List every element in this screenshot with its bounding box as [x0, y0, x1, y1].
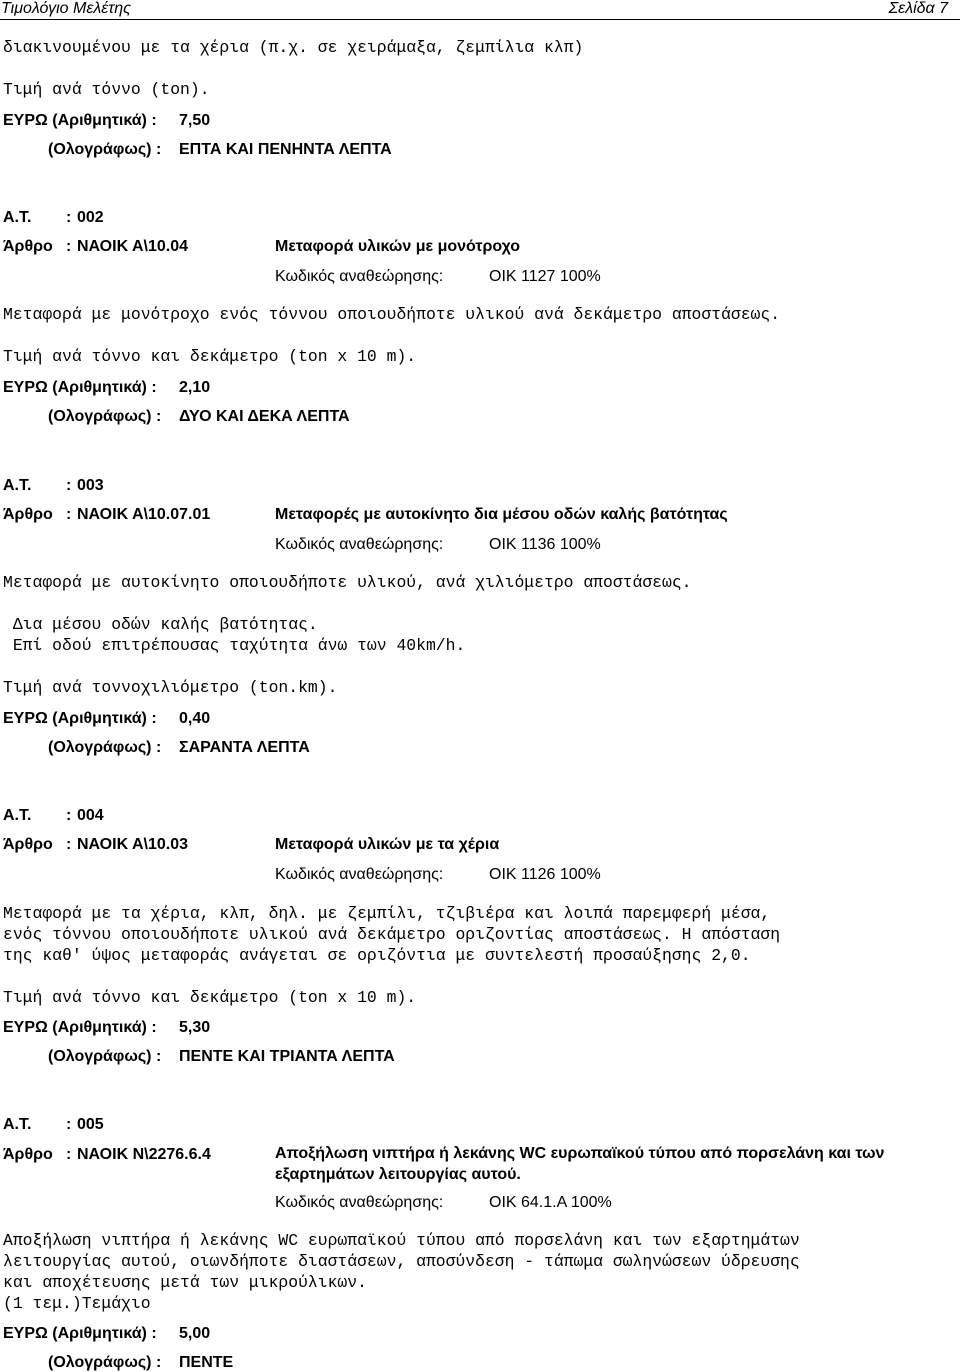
at-value: 003 [77, 477, 104, 494]
intro-description: διακινουμένου με τα χέρια (π.χ. σε χειράμαξα, ζεμπίλια κλπ) [3, 38, 584, 57]
eyro-label: ΕΥΡΩ (Αριθμητικά) : [3, 379, 157, 396]
eyro-value: 2,10 [179, 379, 211, 396]
arthro-code: ΝΑΟΙΚ Α\10.07.01 [77, 506, 211, 523]
item-unit: Τιμή ανά τόννο και δεκάμετρο (ton x 10 m). [3, 347, 417, 366]
item-description-line: Μεταφορά με τα χέρια, κλπ, δηλ. με ζεμπίλι, τζιβιέρα και λοιπά παρεμφερή μέσα, [3, 904, 771, 923]
item-description-line: ενός τόννου οποιουδήποτε υλικού ανά δεκάμετρο οριζοντίας αποστάσεως. Η απόσταση [3, 925, 781, 944]
item-title: Μεταφορές με αυτοκίνητο δια μέσου οδών καλής βατότητας [275, 506, 728, 523]
page-header [0, 0, 960, 18]
arthro-colon: : [66, 506, 72, 523]
item-unit: (1 τεμ.)Τεμάχιο [3, 1294, 151, 1313]
at-value: 005 [77, 1116, 104, 1133]
at-colon: : [66, 209, 72, 226]
intro-eyro-label: ΕΥΡΩ (Αριθμητικά) : [3, 112, 157, 129]
arthro-label: Άρθρο [3, 238, 53, 255]
revision-code: ΟΙΚ 1126 100% [489, 866, 601, 883]
revision-code: ΟΙΚ 64.1.Α 100% [489, 1194, 612, 1211]
eyro-label: ΕΥΡΩ (Αριθμητικά) : [3, 710, 157, 727]
item-description-line: Αποξήλωση νιπτήρα ή λεκάνης WC ευρωπαϊκού τύπου από πορσελάνη και των εξαρτημάτων [3, 1231, 800, 1250]
at-label: Α.Τ. [3, 1116, 32, 1133]
item-unit: Τιμή ανά τοννοχιλιόμετρο (ton.km). [3, 678, 338, 697]
intro-olo-label: (Ολογράφως) : [48, 141, 162, 158]
olo-value: ΔΥΟ ΚΑΙ ΔΕΚΑ ΛΕΠΤΑ [179, 408, 350, 425]
item-description-line: Μεταφορά με αυτοκίνητο οποιουδήποτε υλικού, ανά χιλιόμετρο αποστάσεως. [3, 573, 692, 592]
item-title: Αποξήλωση νιπτήρα ή λεκάνης WC ευρωπαϊκού τύπου από πορσελάνη και των εξαρτημάτων λειτουργίας αυτού. [275, 1145, 885, 1183]
eyro-value: 0,40 [179, 710, 211, 727]
eyro-value: 5,30 [179, 1019, 211, 1036]
item-title: Μεταφορά υλικών με μονότροχο [275, 238, 521, 255]
revision-code: ΟΙΚ 1136 100% [489, 536, 601, 553]
at-colon: : [66, 807, 72, 824]
at-value: 002 [77, 209, 104, 226]
revision-code: ΟΙΚ 1127 100% [489, 268, 601, 285]
item-description-line: λειτουργίας αυτού, οιωνδήποτε διαστάσεων, αποσύνδεση - τάπωμα σωληνώσεων ύδρευσης [3, 1252, 800, 1271]
header-rule [0, 19, 960, 20]
eyro-label: ΕΥΡΩ (Αριθμητικά) : [3, 1325, 157, 1342]
page-number: Σελίδα 7 [888, 0, 948, 17]
item-unit: Τιμή ανά τόννο και δεκάμετρο (ton x 10 m). [3, 988, 417, 1007]
eyro-value: 5,00 [179, 1325, 211, 1342]
arthro-code: ΝΑΟΙΚ Α\10.04 [77, 238, 189, 255]
revision-label: Κωδικός αναθεώρησης: [275, 1194, 444, 1211]
revision-label: Κωδικός αναθεώρησης: [275, 866, 444, 883]
arthro-label: Άρθρο [3, 506, 53, 523]
olo-value: ΠΕΝΤΕ ΚΑΙ ΤΡΙΑΝΤΑ ΛΕΠΤΑ [179, 1048, 395, 1065]
item-description-line: Επί οδού επιτρέπουσας ταχύτητα άνω των 40km/h. [3, 636, 466, 655]
intro-unit: Τιμή ανά τόννο (ton). [3, 80, 210, 99]
arthro-label: Άρθρο [3, 1146, 53, 1163]
intro-olo-value: ΕΠΤΑ ΚΑΙ ΠΕΝΗΝΤΑ ΛΕΠΤΑ [179, 141, 392, 158]
revision-label: Κωδικός αναθεώρησης: [275, 536, 444, 553]
arthro-code: ΝΑΟΙΚ Ν\2276.6.4 [77, 1146, 211, 1163]
olo-label: (Ολογράφως) : [48, 739, 162, 756]
arthro-label: Άρθρο [3, 836, 53, 853]
eyro-label: ΕΥΡΩ (Αριθμητικά) : [3, 1019, 157, 1036]
olo-label: (Ολογράφως) : [48, 408, 162, 425]
at-colon: : [66, 1116, 72, 1133]
arthro-colon: : [66, 238, 72, 255]
intro-eyro-value: 7,50 [179, 112, 211, 129]
arthro-code: ΝΑΟΙΚ Α\10.03 [77, 836, 189, 853]
item-description-line: Μεταφορά με μονότροχο ενός τόννου οποιουδήποτε υλικού ανά δεκάμετρο αποστάσεως. [3, 305, 781, 324]
at-label: Α.Τ. [3, 807, 32, 824]
at-label: Α.Τ. [3, 477, 32, 494]
at-colon: : [66, 477, 72, 494]
olo-label: (Ολογράφως) : [48, 1354, 162, 1371]
at-value: 004 [77, 807, 104, 824]
olo-label: (Ολογράφως) : [48, 1048, 162, 1065]
olo-value: ΣΑΡΑΝΤΑ ΛΕΠΤΑ [179, 739, 310, 756]
arthro-colon: : [66, 1146, 72, 1163]
at-label: Α.Τ. [3, 209, 32, 226]
document-title: Τιμολόγιο Μελέτης [1, 0, 131, 17]
item-description-line: και αποχέτευσης μετά των μικρούλικων. [3, 1273, 367, 1292]
item-description-line: της καθ' ύψος μεταφοράς ανάγεται σε οριζόντια με συντελεστή προσαύξησης 2,0. [3, 946, 751, 965]
item-title: Μεταφορά υλικών με τα χέρια [275, 836, 500, 853]
revision-label: Κωδικός αναθεώρησης: [275, 268, 444, 285]
arthro-colon: : [66, 836, 72, 853]
olo-value: ΠΕΝΤΕ [179, 1354, 234, 1371]
item-description-line: Δια μέσου οδών καλής βατότητας. [3, 615, 318, 634]
